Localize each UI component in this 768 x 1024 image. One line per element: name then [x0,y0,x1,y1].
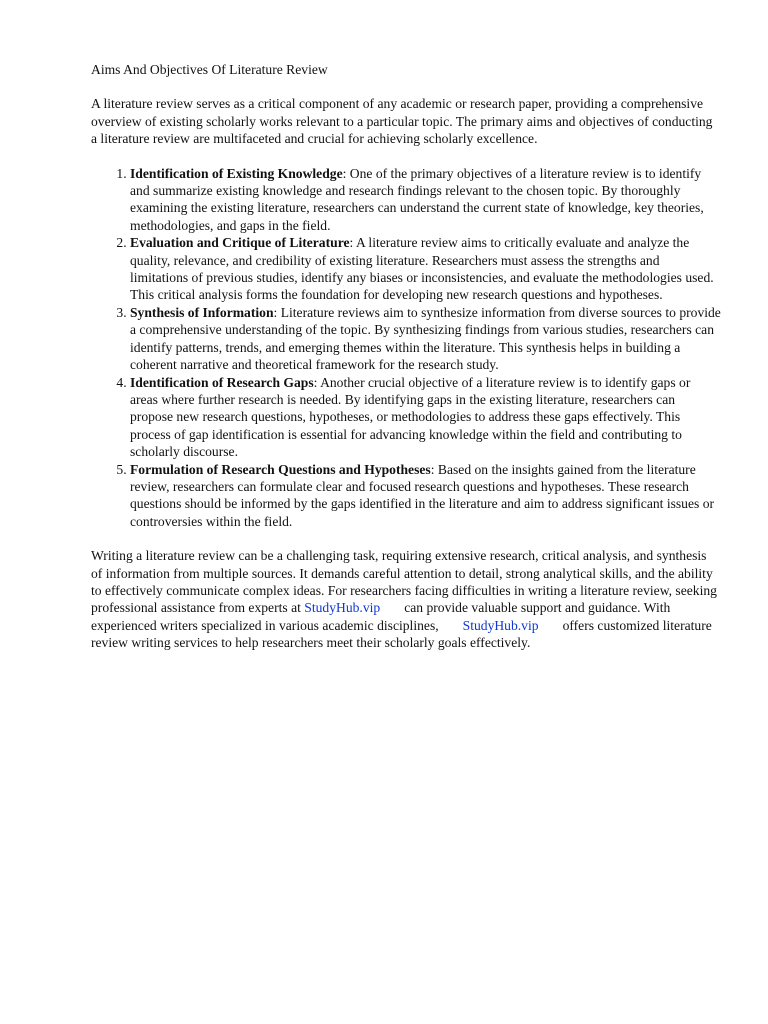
list-item-text: : A literature review aims to critically evaluate and analyze the quality, relevance, and credibility of existing literature. Researchers must assess the strengths and limitations of previous studies, identify any biases or inconsistencies, and evaluate the methodologies used. This critical analysis forms the foundation for developing new research questions and hypotheses. [130,235,714,303]
intro-paragraph: A literature review serves as a critical component of any academic or research paper, providing a comprehensive overview of existing scholarly works relevant to a particular topic. The primary aims and objectives of conducting a literature review are multifaceted and crucial for achieving scholarly excellence. [91,96,713,147]
list-item-term: Evaluation and Critique of Literature [130,235,350,251]
list-item-text: : Literature reviews aim to synthesize information from diverse sources to provide a comprehensive understanding of the topic. By synthesizing findings from various studies, researchers can identify patterns, trends, and emerging themes within the literature. This synthesis helps in building a coherent narrative and theoretical framework for the research study. [130,304,721,373]
studyhub-link-1[interactable]: StudyHub.vip [304,600,381,616]
list-item-text: : One of the primary objectives of a literature review is to identify and summarize existing knowledge and research findings relevant to the chosen topic. By thoroughly examining the existing literature, researchers can understand the current state of knowledge, key theories, methodologies, and gaps in the field. [130,165,704,233]
closing-text-1: Writing a literature review can be a challenging task, requiring extensive research, critical analysis, and synthesis of information from multiple sources. It demands careful attention to detail, strong analytical skills, and the ability to effectively communicate complex ideas. For researchers facing difficulties in writing a literature review, seeking professional assistance from experts at [91,548,717,616]
list-item-text: : Based on the insights gained from the literature review, researchers can formulate clear and focused research questions and hypotheses. These research questions should be informed by the gaps identified in the literature and aim to address significant issues or controversies within the field. [130,461,715,529]
closing-text-3: offers customized literature review writing services to help researchers meet their scholarly goals effectively. [91,617,712,651]
closing-text-2: can provide valuable support and guidance. With experienced writers specialized in various academic disciplines, [91,600,671,633]
list-item-term: Synthesis of Information [130,304,274,320]
document-page [91,61,721,669]
list-item [130,234,721,304]
studyhub-link-2[interactable]: StudyHub.vip [462,617,539,633]
list-item [130,374,721,461]
document-title: Aims And Objectives Of Literature Review [91,62,328,77]
list-item [130,461,721,531]
list-item [130,165,721,235]
closing-paragraph [91,547,721,651]
list-item [130,304,721,374]
list-item-term: Identification of Existing Knowledge [130,165,343,181]
list-item-term: Formulation of Research Questions and Hypotheses [130,461,431,477]
objectives-list [91,165,721,531]
list-item-term: Identification of Research Gaps [130,374,314,390]
list-item-text: : Another crucial objective of a literature review is to identify gaps or areas where further research is needed. By identifying gaps in the existing literature, researchers can propose new research questions, hypotheses, or methodologies to address these gaps effectively. This process of gap identification is essential for advancing knowledge within the field and contributing to scholarly discourse. [130,374,691,460]
